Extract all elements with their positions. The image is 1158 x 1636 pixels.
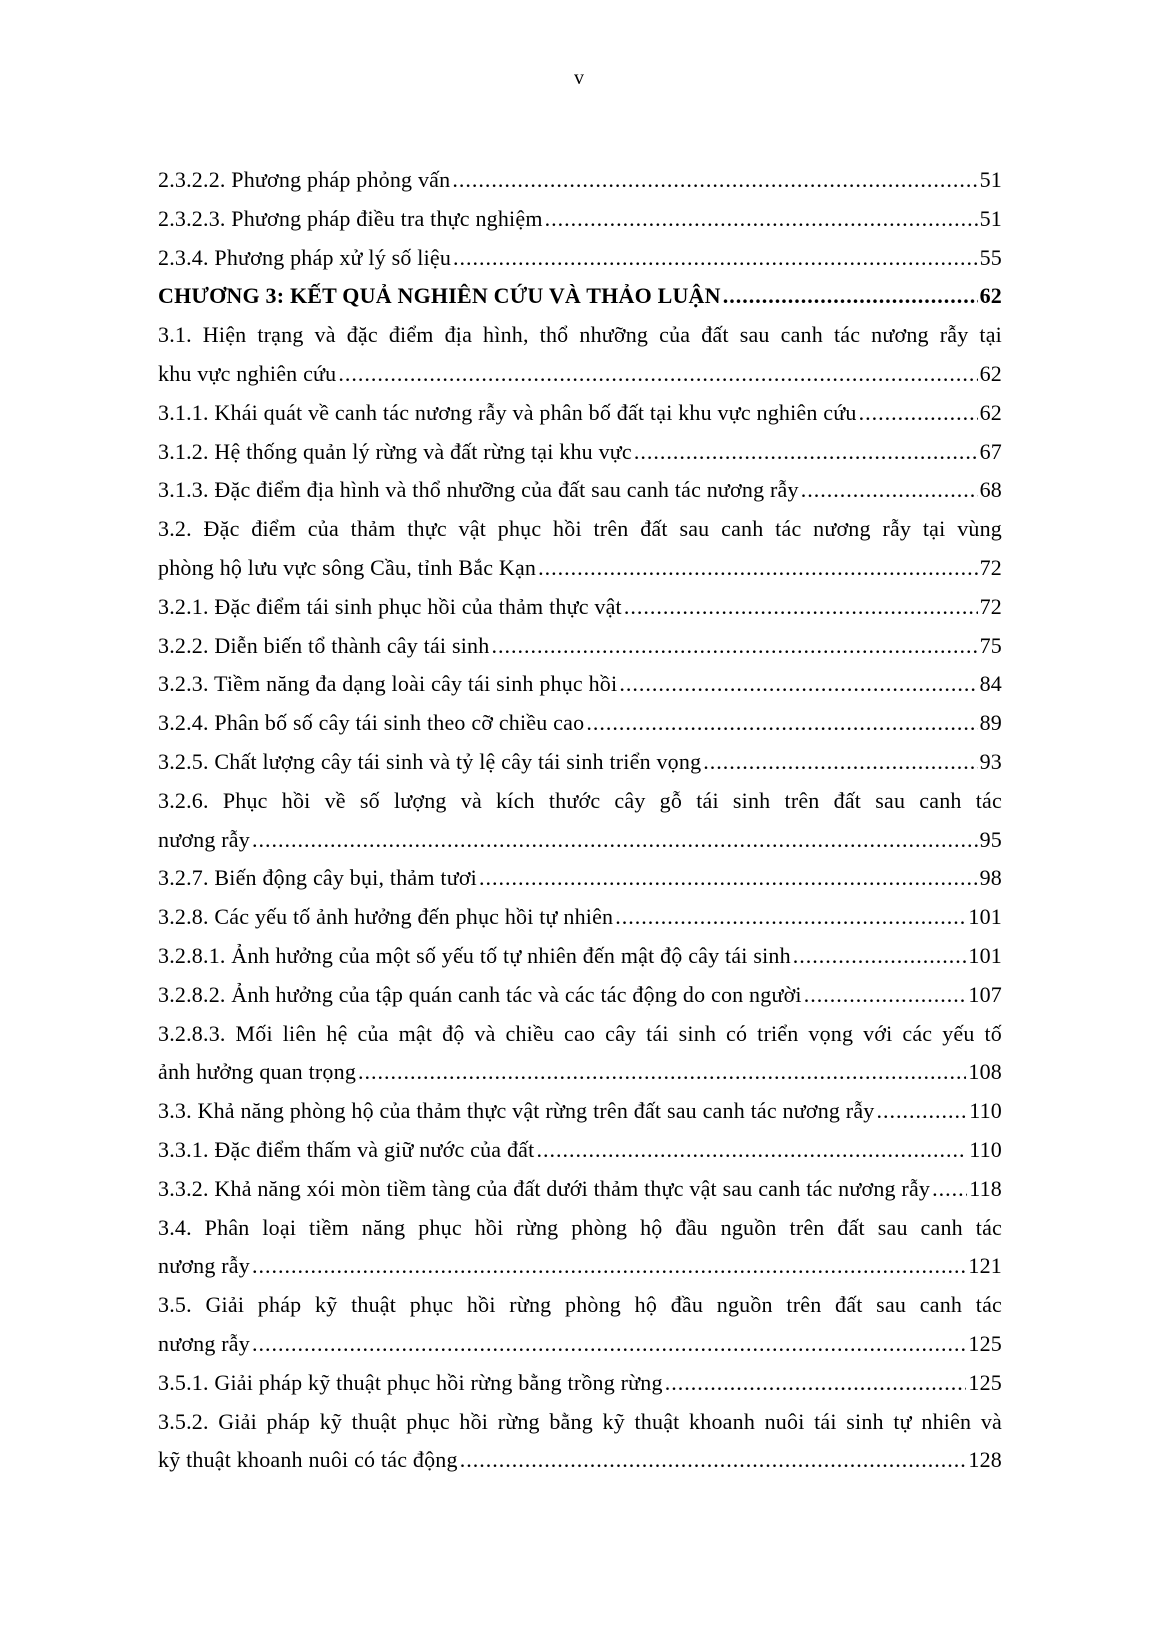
table-of-contents xyxy=(158,161,1002,1480)
toc-entry-page: 125 xyxy=(968,1330,1002,1356)
toc-entry[interactable] xyxy=(158,1131,1002,1170)
toc-entry[interactable] xyxy=(158,239,1002,278)
toc-entry-title: phòng hộ lưu vực sông Cầu, tỉnh Bắc Kạn xyxy=(158,554,537,580)
toc-entry-page: 51 xyxy=(979,167,1002,192)
toc-entry-page: 67 xyxy=(979,438,1002,464)
toc-entry-title: 2.3.2.2. Phương pháp phỏng vấn xyxy=(158,167,451,192)
page-number: v xyxy=(574,67,584,89)
toc-entry-title: nương rẫy xyxy=(158,1330,250,1356)
toc-entry-page: 110 xyxy=(969,1098,1002,1124)
toc-entry-page: 128 xyxy=(968,1447,1002,1473)
dot-leader xyxy=(877,1092,968,1131)
toc-entry-title: khu vực nghiên cứu xyxy=(158,360,337,386)
toc-entry-title: 3.2.7. Biến động cây bụi, thảm tươi xyxy=(158,865,477,891)
toc-entry[interactable] xyxy=(158,1092,1002,1131)
toc-entry[interactable] xyxy=(158,394,1002,433)
toc-entry-first-line[interactable]: 3.5. Giải pháp kỹ thuật phục hồi rừng phòng hộ đầu nguồn trên đất sau canh tác xyxy=(158,1292,1002,1318)
toc-entry[interactable] xyxy=(158,1441,1002,1480)
toc-entry[interactable] xyxy=(158,1053,1002,1092)
toc-entry-page: 62 xyxy=(979,399,1002,425)
toc-entry[interactable] xyxy=(158,161,1002,200)
toc-entry-title: 3.3.2. Khả năng xói mòn tiềm tàng của đất dưới thảm thực vật sau canh tác nương rẫy xyxy=(158,1175,931,1201)
toc-entry-title: nương rẫy xyxy=(158,1253,250,1279)
dot-leader xyxy=(703,743,977,782)
toc-chapter-heading[interactable] xyxy=(158,277,1002,316)
toc-entry-title: 3.3. Khả năng phòng hộ của thảm thực vật rừng trên đất sau canh tác nương rẫy xyxy=(158,1098,875,1124)
toc-entry[interactable] xyxy=(158,937,1002,976)
dot-leader xyxy=(452,161,977,200)
toc-entry-title: 3.2.1. Đặc điểm tái sinh phục hồi của thảm thực vật xyxy=(158,593,622,619)
toc-entry-first-line[interactable]: 3.5.2. Giải pháp kỹ thuật phục hồi rừng bằng kỹ thuật khoanh nuôi tái sinh tự nhiên và xyxy=(158,1408,1002,1434)
toc-entry[interactable] xyxy=(158,433,1002,472)
toc-entry-page: 101 xyxy=(968,942,1002,968)
toc-entry-page: 98 xyxy=(979,865,1002,891)
toc-entry[interactable] xyxy=(158,1364,1002,1403)
dot-leader xyxy=(619,665,977,704)
toc-entry-page: 62 xyxy=(979,283,1002,309)
dot-leader xyxy=(723,277,978,316)
toc-entry[interactable] xyxy=(158,704,1002,743)
toc-entry-page: 51 xyxy=(979,205,1002,231)
toc-entry-page: 107 xyxy=(968,981,1002,1007)
dot-leader xyxy=(804,976,967,1015)
dot-leader xyxy=(252,1247,966,1286)
toc-entry-title: 3.5.1. Giải pháp kỹ thuật phục hồi rừng bằng trồng rừng xyxy=(158,1369,663,1395)
dot-leader xyxy=(358,1053,966,1092)
toc-entry-page: 93 xyxy=(979,748,1002,774)
toc-entry-page: 110 xyxy=(969,1136,1002,1162)
toc-entry[interactable] xyxy=(158,665,1002,704)
toc-entry-title: 3.1.2. Hệ thống quản lý rừng và đất rừng tại khu vực xyxy=(158,438,632,464)
toc-entry-page: 68 xyxy=(979,477,1002,503)
toc-entry-title: kỹ thuật khoanh nuôi có tác động xyxy=(158,1447,458,1473)
dot-leader xyxy=(491,627,977,666)
dot-leader xyxy=(665,1364,967,1403)
toc-entry-title: 3.2.4. Phân bố số cây tái sinh theo cỡ chiều cao xyxy=(158,710,585,736)
toc-entry[interactable] xyxy=(158,200,1002,239)
toc-entry-first-line[interactable]: 3.4. Phân loại tiềm năng phục hồi rừng phòng hộ đầu nguồn trên đất sau canh tác xyxy=(158,1214,1002,1240)
dot-leader xyxy=(479,859,978,898)
toc-entry-page: 118 xyxy=(969,1175,1002,1201)
toc-entry-title: 3.3.1. Đặc điểm thấm và giữ nước của đất xyxy=(158,1136,535,1162)
toc-entry-page: 101 xyxy=(968,904,1002,930)
dot-leader xyxy=(252,1325,966,1364)
dot-leader xyxy=(859,394,978,433)
dot-leader xyxy=(586,704,977,743)
toc-entry[interactable] xyxy=(158,859,1002,898)
toc-entry-page: 72 xyxy=(979,593,1002,619)
toc-entry[interactable] xyxy=(158,1325,1002,1364)
toc-entry[interactable] xyxy=(158,355,1002,394)
toc-entry-first-line[interactable]: 3.1. Hiện trạng và đặc điểm địa hình, thổ nhưỡng của đất sau canh tác nương rẫy tại xyxy=(158,322,1002,348)
toc-entry-page: 89 xyxy=(979,710,1002,736)
toc-entry-title: CHƯƠNG 3: KẾT QUẢ NGHIÊN CỨU VÀ THẢO LUẬN xyxy=(158,283,721,309)
dot-leader xyxy=(624,588,978,627)
toc-entry-title: 2.3.2.3. Phương pháp điều tra thực nghiệm xyxy=(158,205,543,231)
toc-entry-page: 75 xyxy=(979,632,1002,658)
toc-entry-title: 3.2.3. Tiềm năng đa dạng loài cây tái sinh phục hồi xyxy=(158,671,618,697)
toc-entry-title: 3.2.2. Diễn biến tổ thành cây tái sinh xyxy=(158,632,490,658)
toc-entry[interactable] xyxy=(158,549,1002,588)
dot-leader xyxy=(545,200,978,239)
dot-leader xyxy=(538,549,977,588)
toc-entry-first-line[interactable]: 3.2. Đặc điểm của thảm thực vật phục hồi trên đất sau canh tác nương rẫy tại vùng xyxy=(158,516,1002,542)
toc-entry-page: 62 xyxy=(979,360,1002,386)
toc-entry[interactable] xyxy=(158,898,1002,937)
toc-entry-title: 3.2.8.1. Ảnh hưởng của một số yếu tố tự nhiên đến mật độ cây tái sinh xyxy=(158,942,791,968)
toc-entry-page: 95 xyxy=(979,826,1002,852)
toc-entry[interactable] xyxy=(158,471,1002,510)
toc-entry-page: 55 xyxy=(979,244,1002,270)
toc-entry[interactable] xyxy=(158,821,1002,860)
toc-entry-page: 121 xyxy=(968,1253,1002,1279)
dot-leader xyxy=(536,1131,967,1170)
toc-entry-title: nương rẫy xyxy=(158,826,250,852)
dot-leader xyxy=(793,937,967,976)
toc-entry[interactable] xyxy=(158,627,1002,666)
dot-leader xyxy=(453,239,978,278)
toc-entry-title: 3.2.8. Các yếu tố ảnh hưởng đến phục hồi tự nhiên xyxy=(158,904,614,930)
toc-entry-page: 72 xyxy=(979,554,1002,580)
dot-leader xyxy=(615,898,966,937)
toc-entry-title: 3.2.5. Chất lượng cây tái sinh và tỷ lệ cây tái sinh triển vọng xyxy=(158,748,702,774)
toc-entry-title: 3.2.8.2. Ảnh hưởng của tập quán canh tác và các tác động do con người xyxy=(158,981,802,1007)
toc-entry[interactable] xyxy=(158,743,1002,782)
toc-entry-title: ảnh hưởng quan trọng xyxy=(158,1059,357,1085)
toc-entry[interactable] xyxy=(158,588,1002,627)
toc-entry-first-line[interactable]: 3.2.8.3. Mối liên hệ của mật độ và chiều cao cây tái sinh có triển vọng với các yếu tố xyxy=(158,1020,1002,1046)
toc-entry-title: 3.1.1. Khái quát về canh tác nương rẫy và phân bố đất tại khu vực nghiên cứu xyxy=(158,399,857,425)
dot-leader xyxy=(932,1170,967,1209)
toc-entry[interactable] xyxy=(158,976,1002,1015)
dot-leader xyxy=(338,355,977,394)
toc-entry-first-line[interactable]: 3.2.6. Phục hồi về số lượng và kích thước cây gỗ tái sinh trên đất sau canh tác xyxy=(158,787,1002,813)
dot-leader xyxy=(252,821,978,860)
toc-entry-page: 84 xyxy=(979,671,1002,697)
dot-leader xyxy=(634,433,978,472)
toc-entry-title: 3.1.3. Đặc điểm địa hình và thổ nhưỡng của đất sau canh tác nương rẫy xyxy=(158,477,799,503)
toc-entry-page: 108 xyxy=(968,1059,1002,1085)
toc-entry-title: 2.3.4. Phương pháp xử lý số liệu xyxy=(158,244,452,270)
dot-leader xyxy=(801,471,978,510)
toc-entry[interactable] xyxy=(158,1170,1002,1209)
toc-entry[interactable] xyxy=(158,1247,1002,1286)
dot-leader xyxy=(460,1441,967,1480)
toc-entry-page: 125 xyxy=(968,1369,1002,1395)
